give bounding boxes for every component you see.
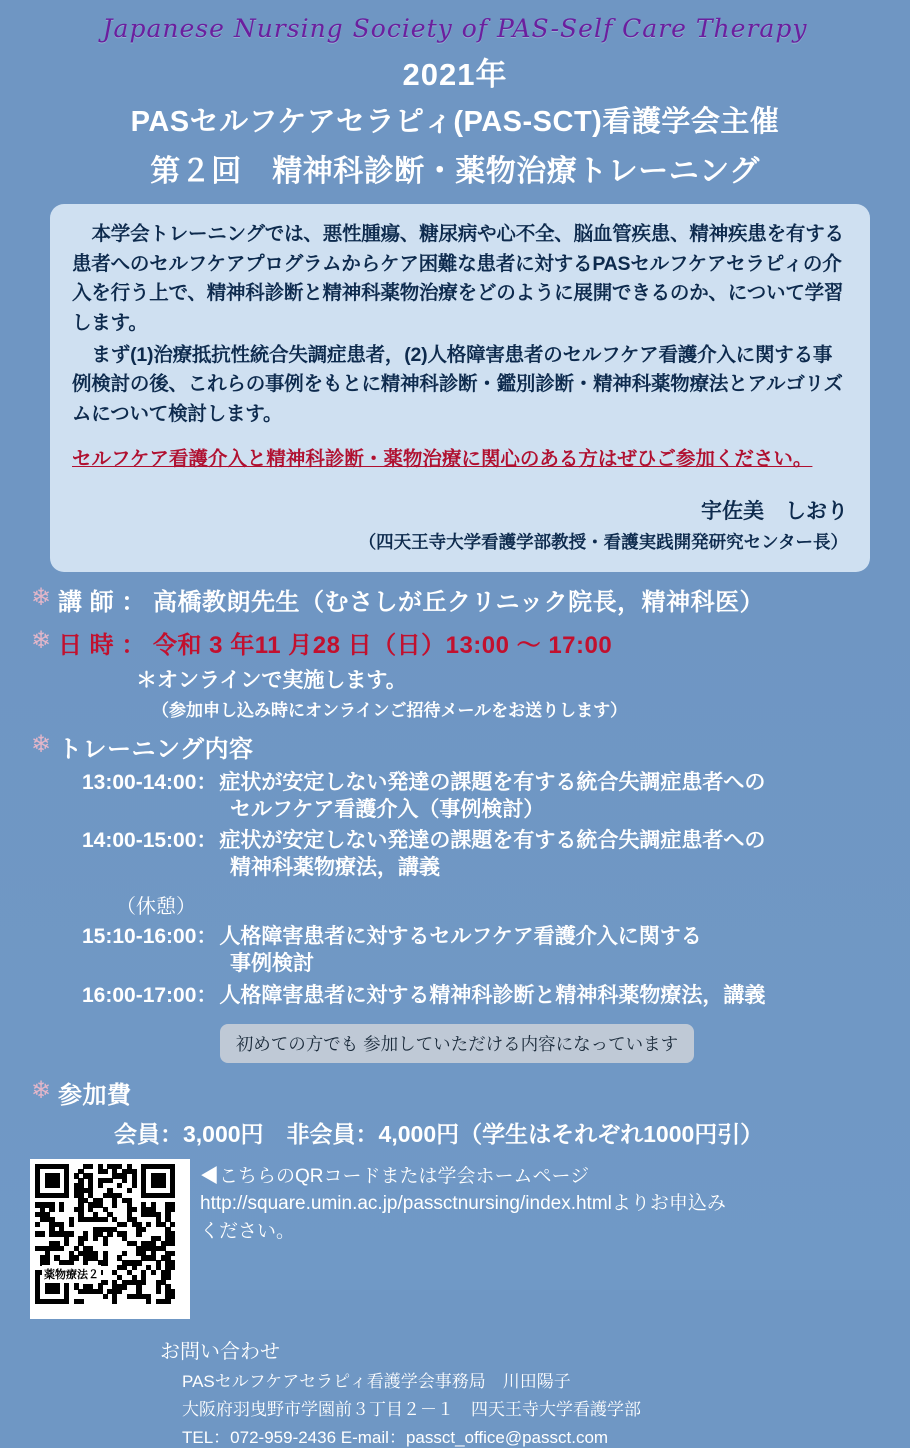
apply-url-line[interactable]: http://square.umin.ac.jp/passctnursing/index.htmlよりお申込み (200, 1193, 726, 1215)
schedule-desc-cont: セルフケア看護介入（事例検討） (230, 797, 545, 821)
lecturer-label: 講 師 ： (58, 588, 146, 616)
schedule-item (82, 924, 890, 951)
note-wrapper (24, 1024, 890, 1063)
fee-label: 参加費 (58, 1081, 132, 1109)
qr-code[interactable] (30, 1159, 190, 1319)
snowflake-icon: ❄ (30, 583, 52, 611)
event-title-line: 第２回 精神科診断・薬物治療トレーニング (150, 155, 760, 188)
event-host-line: PASセルフケアセラピィ(PAS-SCT)看護学会主催 (130, 106, 780, 138)
contact-title: お問い合わせ (160, 1340, 280, 1363)
fee-row (24, 1075, 890, 1110)
schedule-list (82, 770, 890, 1010)
apply-line-1: ◀こちらのQRコードまたは学会ホームページ (200, 1165, 590, 1187)
schedule-time: 13:00-14:00： (82, 770, 218, 794)
qr-code-pattern (35, 1164, 185, 1314)
abstract-box (50, 204, 870, 572)
snowflake-icon: ❄ (30, 1076, 52, 1104)
abstract-author: 宇佐美 しおり (701, 499, 848, 523)
schedule-time: 15:10-16:00： (82, 925, 218, 949)
schedule-desc-cont: 事例検討 (230, 952, 314, 975)
lecturer-row (24, 582, 890, 617)
datetime-row (24, 625, 890, 660)
abstract-affiliation: （四天王寺大学看護学部教授・看護実践開発研究センター長） (358, 531, 848, 552)
training-label: トレーニング内容 (58, 735, 254, 763)
lecturer-text (58, 582, 764, 617)
schedule-desc: 症状が安定しない発達の課題を有する統合失調症患者への (219, 770, 766, 794)
online-note: ＊オンラインで実施します。 (136, 668, 407, 692)
training-row (24, 729, 890, 764)
contact-address: 大阪府羽曳野市学園前３丁目２－１ 四天王寺大学看護学部 (182, 1399, 641, 1419)
beginner-note: 初めての方でも 参加していただける内容になっています (220, 1024, 694, 1063)
datetime-text (58, 625, 612, 660)
snowflake-icon: ❄ (30, 730, 52, 758)
bottom-section (0, 1159, 910, 1319)
online-subnote: （参加申し込み時にオンラインご招待メールをお送りします） (152, 700, 628, 720)
datetime-label: 日 時 ： (58, 631, 146, 659)
schedule-item (82, 983, 890, 1010)
qr-code-label: 薬物療法２ (42, 1265, 101, 1283)
contact-tel-email: TEL：072-959-2436 E-mail：passct_office@passct.com (182, 1427, 609, 1447)
lecturer-value: 高橋教朗先生（むさしが丘クリニック院長，精神科医） (153, 588, 765, 616)
society-script-title: Japanese Nursing Society of PAS-Self Care Therapy (102, 14, 808, 43)
schedule-desc-cont: 精神科薬物療法，講義 (230, 856, 440, 880)
schedule-desc: 人格障害患者に対するセルフケア看護介入に関する (219, 925, 702, 949)
schedule-desc: 症状が安定しない発達の課題を有する統合失調症患者への (219, 829, 766, 853)
contact-section (0, 1335, 910, 1448)
apply-instructions (200, 1159, 726, 1319)
datetime-value: 令和 3 年11 月28 日（日）13:00 ～ 17:00 (153, 631, 613, 659)
schedule-time: 16:00-17:00： (82, 983, 218, 1007)
info-section (0, 582, 910, 1149)
event-year: 2021年 (402, 57, 508, 92)
apply-line-3: ください。 (200, 1220, 296, 1242)
schedule-item (82, 828, 890, 855)
abstract-highlight: セルフケア看護介入と精神科診断・薬物治療に関心のある方はぜひご参加ください。 (72, 448, 813, 471)
break-label: （休憩） (116, 896, 196, 919)
abstract-paragraph-1: 本学会トレーニングでは、悪性腫瘍、糖尿病や心不全、脳血管疾患、精神疾患を有する患者へのセルフケアプログラムからケア困難な患者に対するPASセルフケアセラピィの介入を行う上で、精神科診断と精神科薬物治療をどのように展開できるのか、について学習します。 (72, 223, 844, 334)
abstract-paragraph-2: まず(1)治療抵抗性統合失調症患者，(2)人格障害患者のセルフケア看護介入に関する事例検討の後、これらの事例をもとに精神科診断・鑑別診断・精神科薬物療法とアルゴリズムについて検討します。 (72, 343, 843, 425)
schedule-desc: 人格障害患者に対する精神科診断と精神科薬物療法，講義 (219, 983, 766, 1007)
fee-amount: 会員：3,000円 非会員：4,000円（学生はそれぞれ1000円引） (114, 1120, 764, 1147)
schedule-time: 14:00-15:00： (82, 829, 218, 853)
schedule-item (82, 770, 890, 797)
contact-office: PASセルフケアセラピィ看護学会事務局 川田陽子 (182, 1371, 571, 1391)
snowflake-icon: ❄ (30, 626, 52, 654)
